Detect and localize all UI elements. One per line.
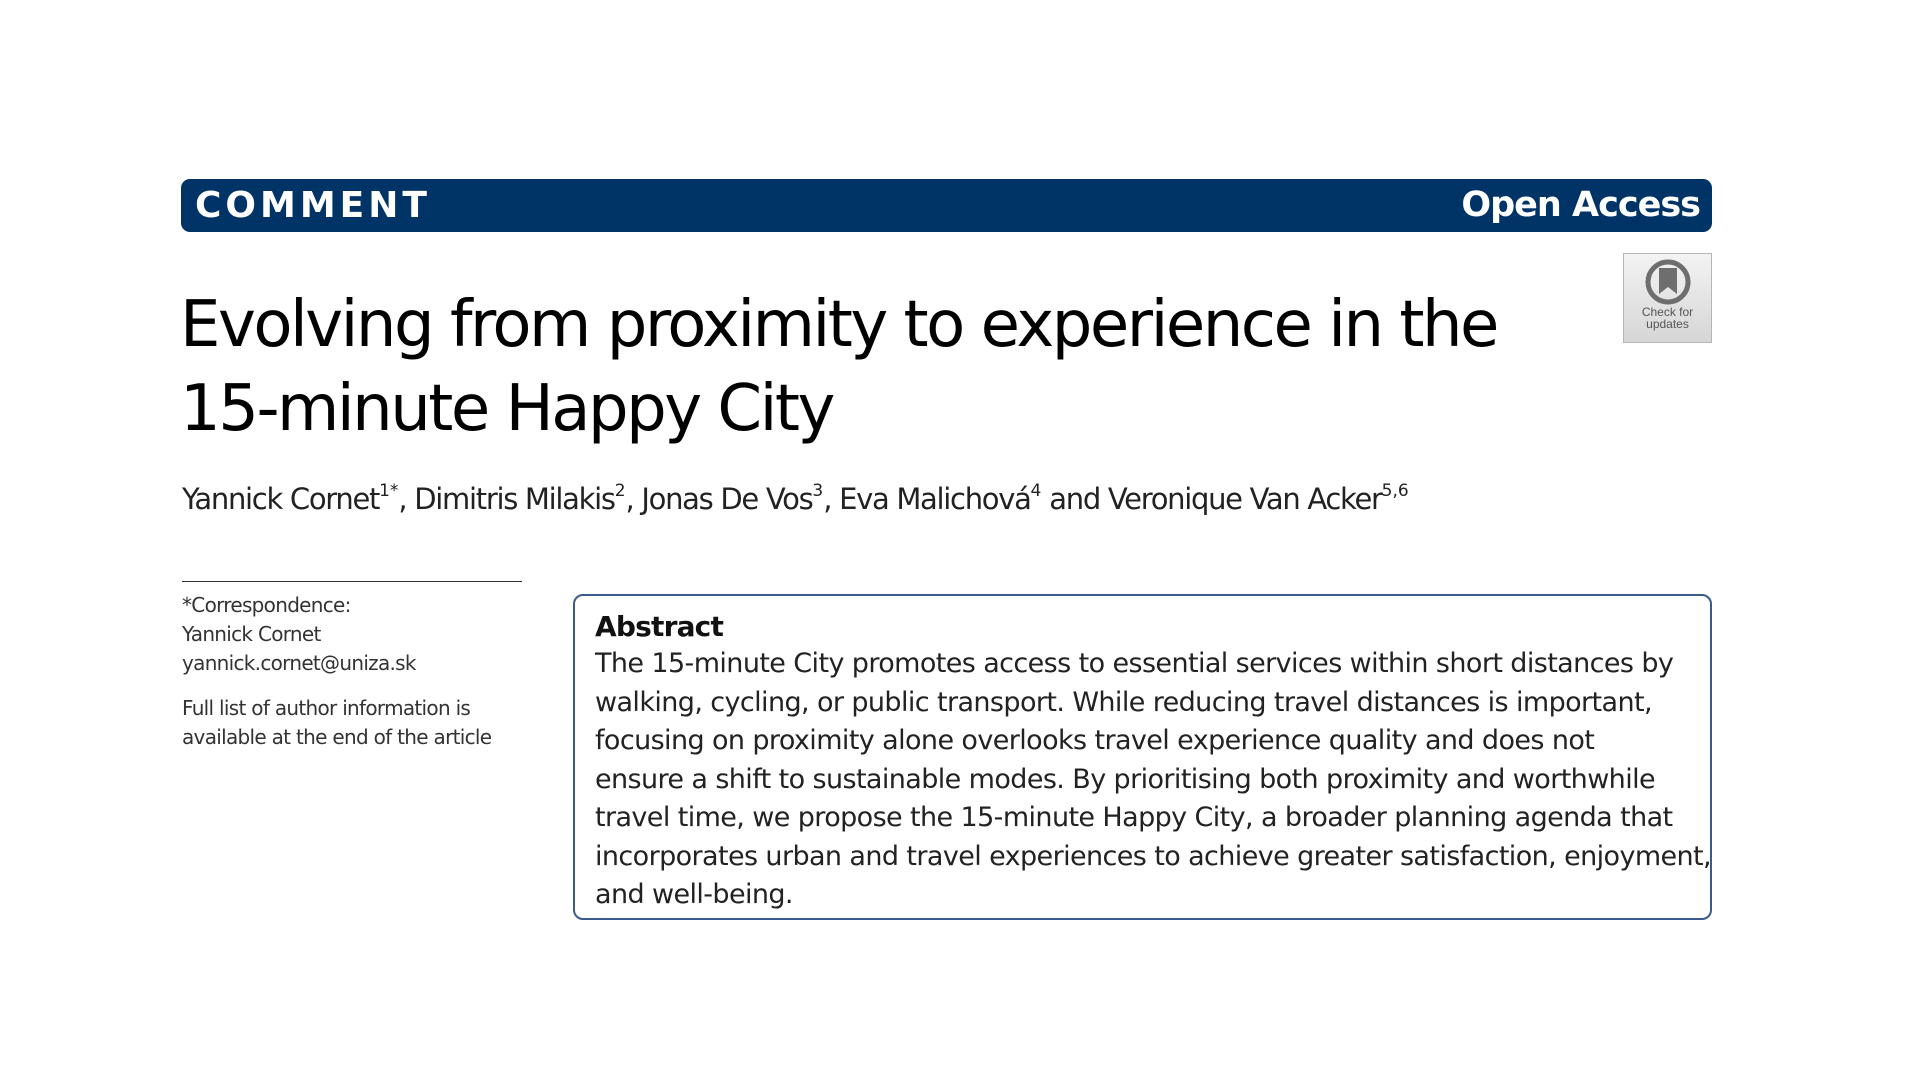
author-name[interactable]: Veronique Van Acker: [1107, 482, 1382, 516]
author-name[interactable]: Eva Malichová: [839, 482, 1031, 516]
badge-line-2: updates: [1646, 317, 1689, 331]
abstract-line: walking, cycling, or public transport. While reducing travel distances is important,: [595, 686, 1652, 718]
author-separator: and: [1041, 482, 1108, 516]
author-separator: ,: [398, 482, 415, 516]
correspondence-block: [182, 591, 542, 752]
article-type-banner: [181, 179, 1712, 232]
abstract-text: [595, 645, 1712, 915]
abstract-box: [573, 594, 1712, 920]
author-separator: ,: [625, 482, 642, 516]
author-name[interactable]: Yannick Cornet: [182, 482, 380, 516]
abstract-line: incorporates urban and travel experiences to achieve greater satisfaction, enjoyment,: [595, 840, 1712, 872]
correspondence-label: *Correspondence:: [182, 593, 351, 617]
check-for-updates-text: [1642, 306, 1693, 330]
abstract-line: and well-being.: [595, 879, 793, 910]
correspondence-email-link[interactable]: yannick.cornet@uniza.sk: [182, 651, 416, 675]
author-separator: ,: [823, 482, 840, 516]
author-affiliation: 1*: [379, 481, 399, 501]
badge-line-1: Check for: [1641, 305, 1694, 319]
author-affiliation: 5,6: [1381, 481, 1409, 501]
abstract-line: ensure a shift to sustainable modes. By prioritising both proximity and worthwhile: [595, 763, 1656, 795]
author-affiliation: 2: [614, 481, 626, 501]
check-for-updates-button[interactable]: [1623, 253, 1712, 343]
correspondence-name: Yannick Cornet: [182, 622, 321, 646]
article-type-label: COMMENT: [195, 184, 431, 226]
abstract-heading: Abstract: [595, 610, 724, 643]
author-affiliation: 3: [812, 481, 824, 501]
bookmark-circle-icon: [1645, 259, 1691, 305]
author-name[interactable]: Dimitris Milakis: [414, 482, 615, 516]
spacer: [182, 678, 542, 694]
title-line-2: 15-minute Happy City: [180, 372, 833, 446]
correspondence-divider: [182, 581, 522, 582]
author-name[interactable]: Jonas De Vos: [641, 482, 813, 516]
title-line-1: Evolving from proximity to experience in the: [180, 288, 1497, 362]
abstract-line: focusing on proximity alone overlooks travel experience quality and does not: [595, 725, 1595, 756]
author-list: [182, 482, 1409, 516]
author-affiliation: 4: [1030, 481, 1042, 501]
abstract-line: travel time, we propose the 15-minute Happy City, a broader planning agenda that: [595, 802, 1673, 833]
author-info-note-line-1: Full list of author information is: [182, 696, 471, 720]
article-title: [180, 283, 1600, 451]
open-access-label: Open Access: [1461, 185, 1700, 225]
author-info-note-line-2: available at the end of the article: [182, 725, 492, 749]
abstract-line: The 15-minute City promotes access to essential services within short distances by: [595, 648, 1674, 679]
